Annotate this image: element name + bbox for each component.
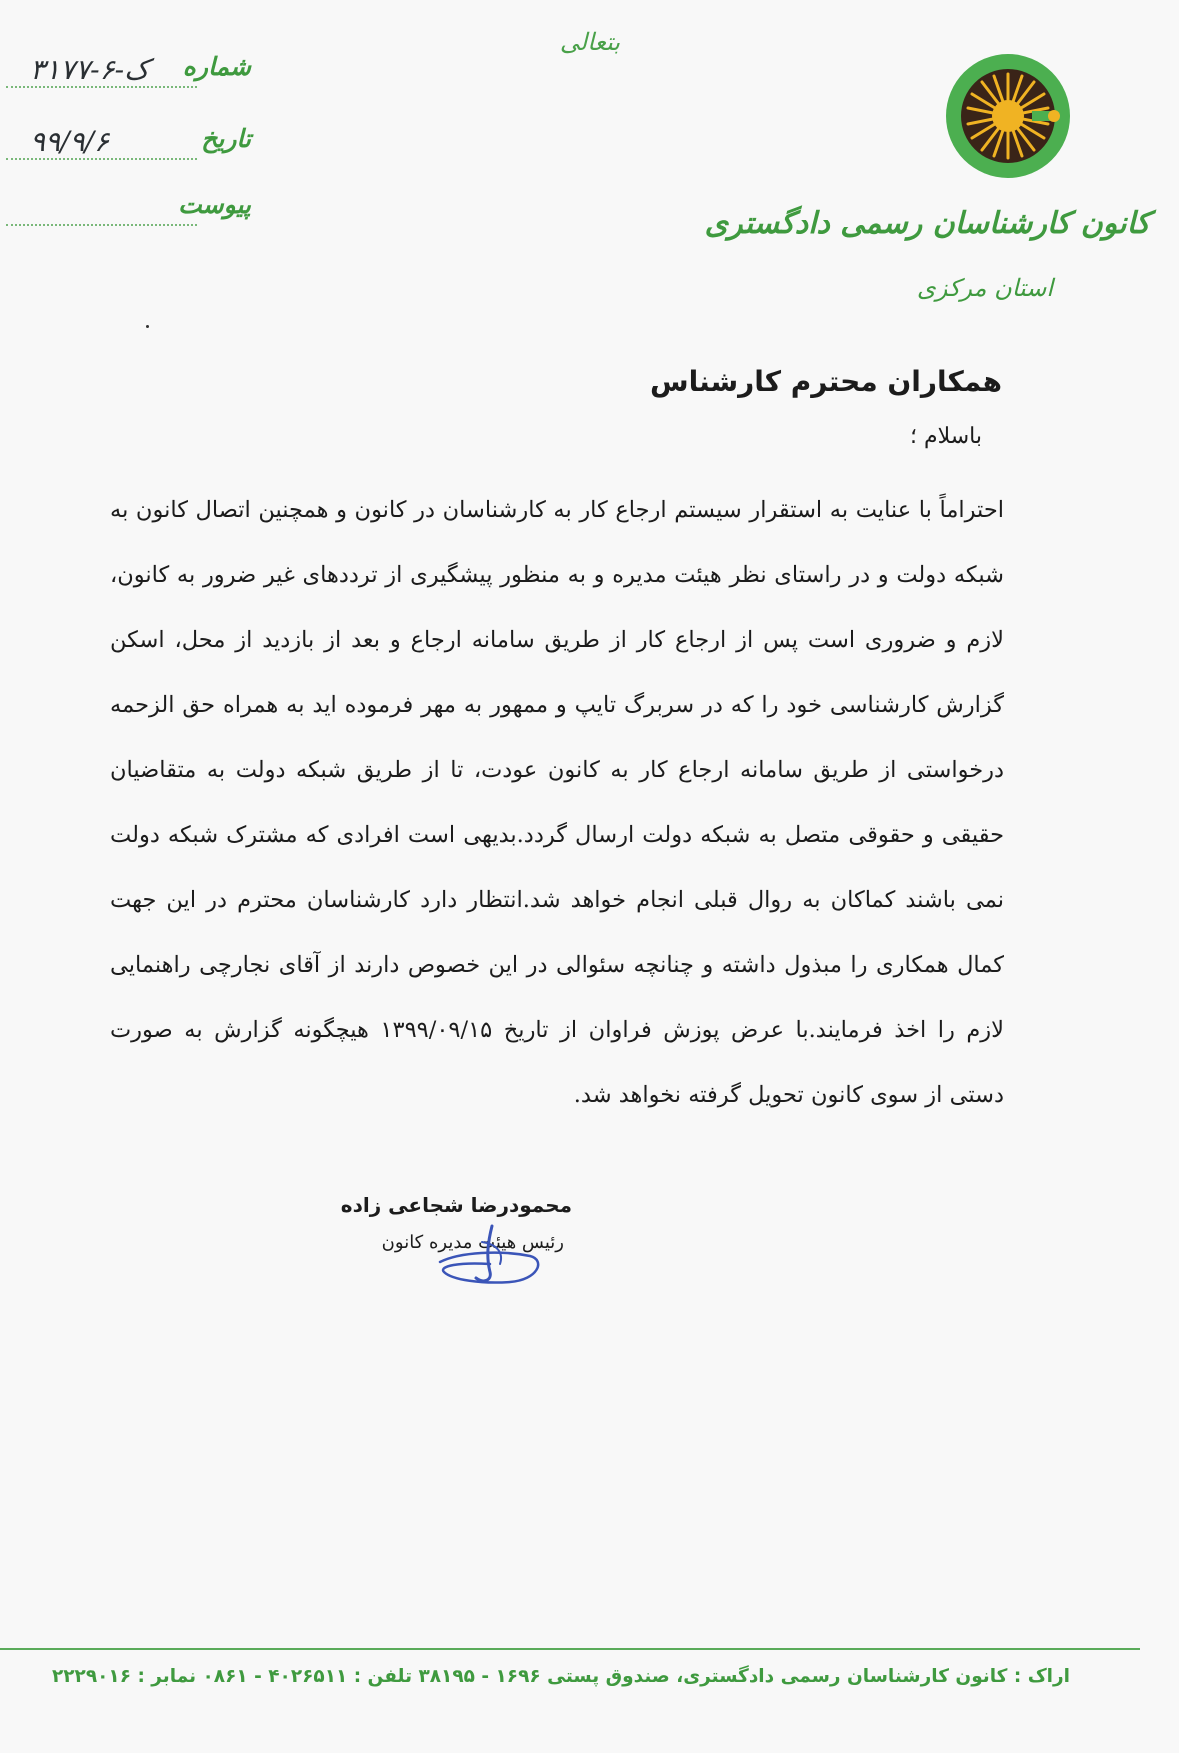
footer-contact-info: اراک : کانون کارشناسان رسمی دادگستری، صندوق پستی ۱۶۹۶ - ۳۸۱۹۵ تلفن : ۴۰۲۶۵۱۱ - ۰۸۶۱ نمابر : ۲۲۲۹۰۱۶	[51, 1666, 1070, 1687]
recipient-heading: همکاران محترم کارشناس	[649, 365, 1002, 398]
letter-body-paragraph: احتراماً با عنایت به استقرار سیستم ارجاع کار به کارشناسان در کانون و همچنین اتصال کانون به شبکه دولت و در راستای نظر هیئت مدیره و به منظور پیشگیری از ترددهای غیر ضرور به کانون، لازم و ضروری است پس از ارجاع کار از طریق سامانه ارجاع و بعد از بازدید از محل، اسکن گزارش کارشناسی خود را که در سربرگ تایپ و ممهور به مهر فرموده اید به همراه حق الزحمه درخواستی از طریق سامانه ارجاع کار به کانون عودت، تا از طریق شبکه دولت به متقاضیان حقیقی و حقوقی متصل به شبکه دولت ارسال گردد.بدیهی است افرادی که مشترک شبکه دولت نمی باشند کماکان به روال قبلی انجام خواهد شد.انتظار دارد کارشناسان محترم در این جهت کمال همکاری را مبذول داشته و چنانچه سئوالی در این خصوص دارند از آقای نجارچی راهنمایی لازم را اخذ فرمایند.با عرض پوزش فراوان از تاریخ ۱۳۹۹/۰۹/۱۵ هیچگونه گزارش به صورت دستی از سوی کانون تحویل گرفته نخواهد شد.	[110, 497, 1004, 1108]
letter-attachment-label: پیوست	[178, 190, 251, 219]
letter-date-value: ۹۹/۹/۶	[30, 125, 110, 158]
handwritten-signature-icon	[430, 1222, 550, 1292]
letter-number-label: شماره	[182, 52, 251, 81]
footer-divider	[0, 1648, 1140, 1650]
letter-date-dotted-line	[6, 158, 197, 160]
invocation-heading: بتعالی	[559, 28, 621, 56]
letter-number-dotted-line	[6, 86, 197, 88]
greeting-line: باسلام ؛	[910, 424, 982, 449]
letter-attachment-dotted-line	[6, 224, 197, 226]
letter-date-row	[6, 124, 251, 164]
letter-attachment-row	[6, 190, 251, 230]
letter-number-row	[6, 52, 251, 92]
letter-number-value: ۳۱۷۷-ک-۶	[30, 53, 150, 86]
signer-name: محمودرضا شجاعی زاده	[340, 1193, 572, 1217]
sun-emblem-logo-icon	[944, 52, 1072, 180]
stray-dot	[146, 325, 149, 328]
signer-title: رئیس هیئت مدیره کانون	[381, 1232, 564, 1253]
organization-province: استان مرکزی	[916, 274, 1054, 302]
organization-name: کانون کارشناسان رسمی دادگستری	[704, 206, 1150, 241]
letter-date-label: تاریخ	[201, 124, 251, 153]
